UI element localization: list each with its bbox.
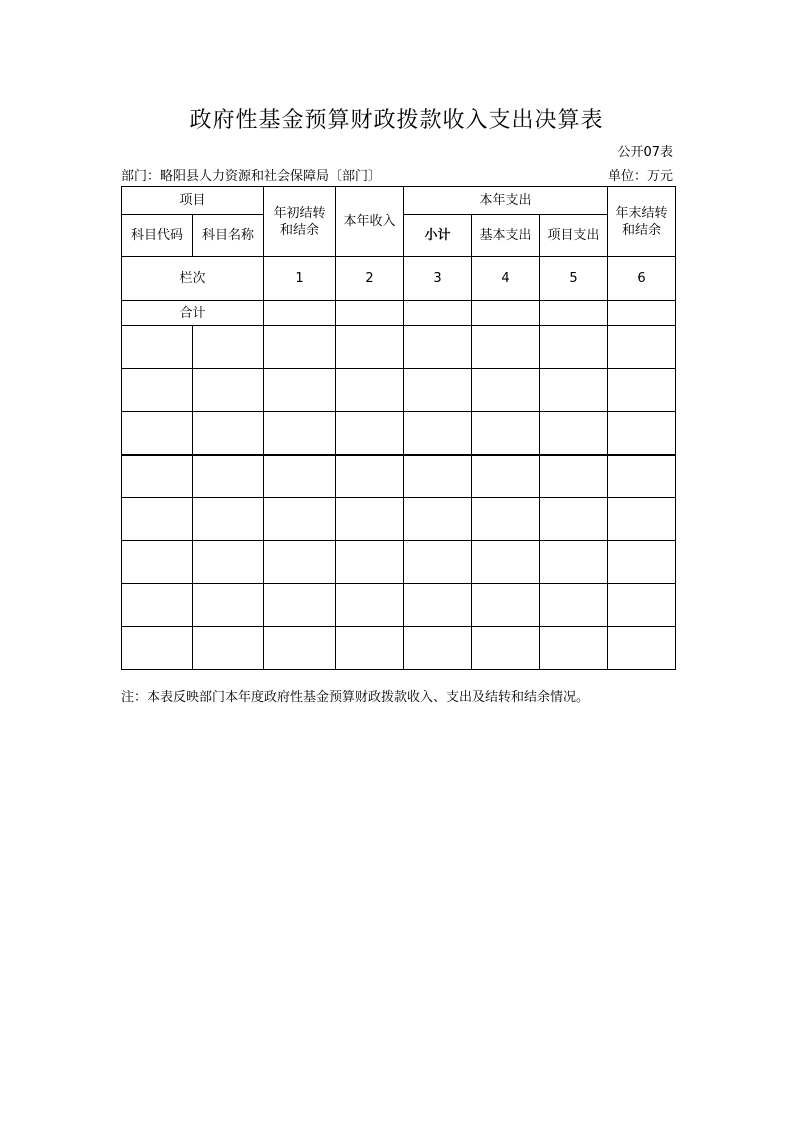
table-cell	[540, 498, 608, 541]
table-cell	[404, 541, 472, 584]
table-cell	[264, 455, 336, 498]
header-closing-balance-line2: 和结余	[622, 222, 662, 238]
column-index-5: 5	[540, 257, 608, 301]
table-cell	[608, 541, 676, 584]
table-cell	[264, 627, 336, 670]
table-cell	[540, 584, 608, 627]
table-cell	[122, 627, 193, 670]
table-cell	[472, 326, 540, 369]
header-closing-balance	[608, 187, 676, 257]
column-index-4: 4	[472, 257, 540, 301]
form-number: 公开07表	[617, 145, 673, 160]
table-cell	[404, 498, 472, 541]
page-title: 政府性基金预算财政拨款收入支出决算表	[189, 108, 604, 133]
table-cell	[472, 498, 540, 541]
column-index-label: 栏次	[122, 257, 264, 301]
table-cell	[608, 301, 676, 326]
table-cell	[193, 326, 264, 369]
table-cell	[608, 498, 676, 541]
table-cell	[264, 541, 336, 584]
table-row	[122, 498, 676, 541]
table-cell	[540, 369, 608, 412]
header-subject-code: 科目代码	[122, 215, 193, 257]
header-current-expense: 本年支出	[404, 187, 608, 215]
table-row	[122, 412, 676, 455]
header-opening-balance	[264, 187, 336, 257]
table-cell	[193, 369, 264, 412]
table-cell	[540, 541, 608, 584]
column-index-3: 3	[404, 257, 472, 301]
column-index-2: 2	[336, 257, 404, 301]
header-row-1	[122, 187, 676, 215]
table-cell	[472, 455, 540, 498]
table-cell	[336, 455, 404, 498]
table-row	[122, 627, 676, 670]
column-index-1: 1	[264, 257, 336, 301]
table-cell	[122, 326, 193, 369]
table-cell	[336, 369, 404, 412]
table-cell	[608, 455, 676, 498]
table-cell	[193, 541, 264, 584]
table-cell	[608, 369, 676, 412]
table-cell	[472, 301, 540, 326]
table-cell	[336, 326, 404, 369]
table-cell	[264, 412, 336, 455]
table-cell	[540, 455, 608, 498]
table-cell	[193, 412, 264, 455]
table-cell	[472, 541, 540, 584]
table-cell	[472, 369, 540, 412]
table-cell	[404, 326, 472, 369]
table-cell	[264, 301, 336, 326]
table-cell	[264, 584, 336, 627]
table-cell	[336, 627, 404, 670]
table-cell	[264, 498, 336, 541]
table-row	[122, 541, 676, 584]
table-cell	[193, 455, 264, 498]
fund-budget-table	[121, 186, 676, 670]
table-cell	[122, 455, 193, 498]
table-cell	[608, 326, 676, 369]
table-row	[122, 455, 676, 498]
table-cell	[336, 498, 404, 541]
header-current-income: 本年收入	[336, 187, 404, 257]
table-cell	[540, 301, 608, 326]
table-cell	[193, 584, 264, 627]
total-label: 合计	[122, 301, 264, 326]
table-cell	[540, 326, 608, 369]
table-cell	[404, 455, 472, 498]
table-cell	[404, 412, 472, 455]
table-cell	[193, 627, 264, 670]
header-opening-balance-line2: 和结余	[280, 222, 320, 238]
table-cell	[264, 369, 336, 412]
table-cell	[472, 584, 540, 627]
table-cell	[540, 412, 608, 455]
table-cell	[336, 541, 404, 584]
table-row	[122, 326, 676, 369]
table-cell	[336, 412, 404, 455]
table-cell	[540, 627, 608, 670]
table-cell	[608, 412, 676, 455]
table-cell	[122, 498, 193, 541]
table-cell	[608, 584, 676, 627]
table-cell	[336, 584, 404, 627]
total-row	[122, 301, 676, 326]
table-cell	[472, 412, 540, 455]
table-cell	[404, 301, 472, 326]
table-cell	[122, 584, 193, 627]
table-cell	[122, 541, 193, 584]
table-cell	[193, 498, 264, 541]
table-cell	[404, 627, 472, 670]
table-cell	[122, 412, 193, 455]
table-cell	[122, 369, 193, 412]
column-index-6: 6	[608, 257, 676, 301]
table-row	[122, 584, 676, 627]
table-cell	[472, 627, 540, 670]
column-index-row	[122, 257, 676, 301]
table-cell	[404, 584, 472, 627]
header-project-expense: 项目支出	[540, 215, 608, 257]
header-subject-name: 科目名称	[193, 215, 264, 257]
header-closing-balance-line1: 年末结转	[615, 205, 668, 221]
table-cell	[404, 369, 472, 412]
header-basic-expense: 基本支出	[472, 215, 540, 257]
table-cell	[608, 627, 676, 670]
table-cell	[264, 326, 336, 369]
table-cell	[336, 301, 404, 326]
department-label: 部门：略阳县人力资源和社会保障局〔部门〕	[121, 169, 382, 184]
footnote: 注：本表反映部门本年度政府性基金预算财政拨款收入、支出及结转和结余情况。	[121, 690, 590, 705]
header-subtotal: 小计	[404, 215, 472, 257]
header-project: 项目	[122, 187, 264, 215]
table-row	[122, 369, 676, 412]
unit-label: 单位：万元	[607, 169, 673, 184]
header-opening-balance-line1: 年初结转	[273, 205, 326, 221]
